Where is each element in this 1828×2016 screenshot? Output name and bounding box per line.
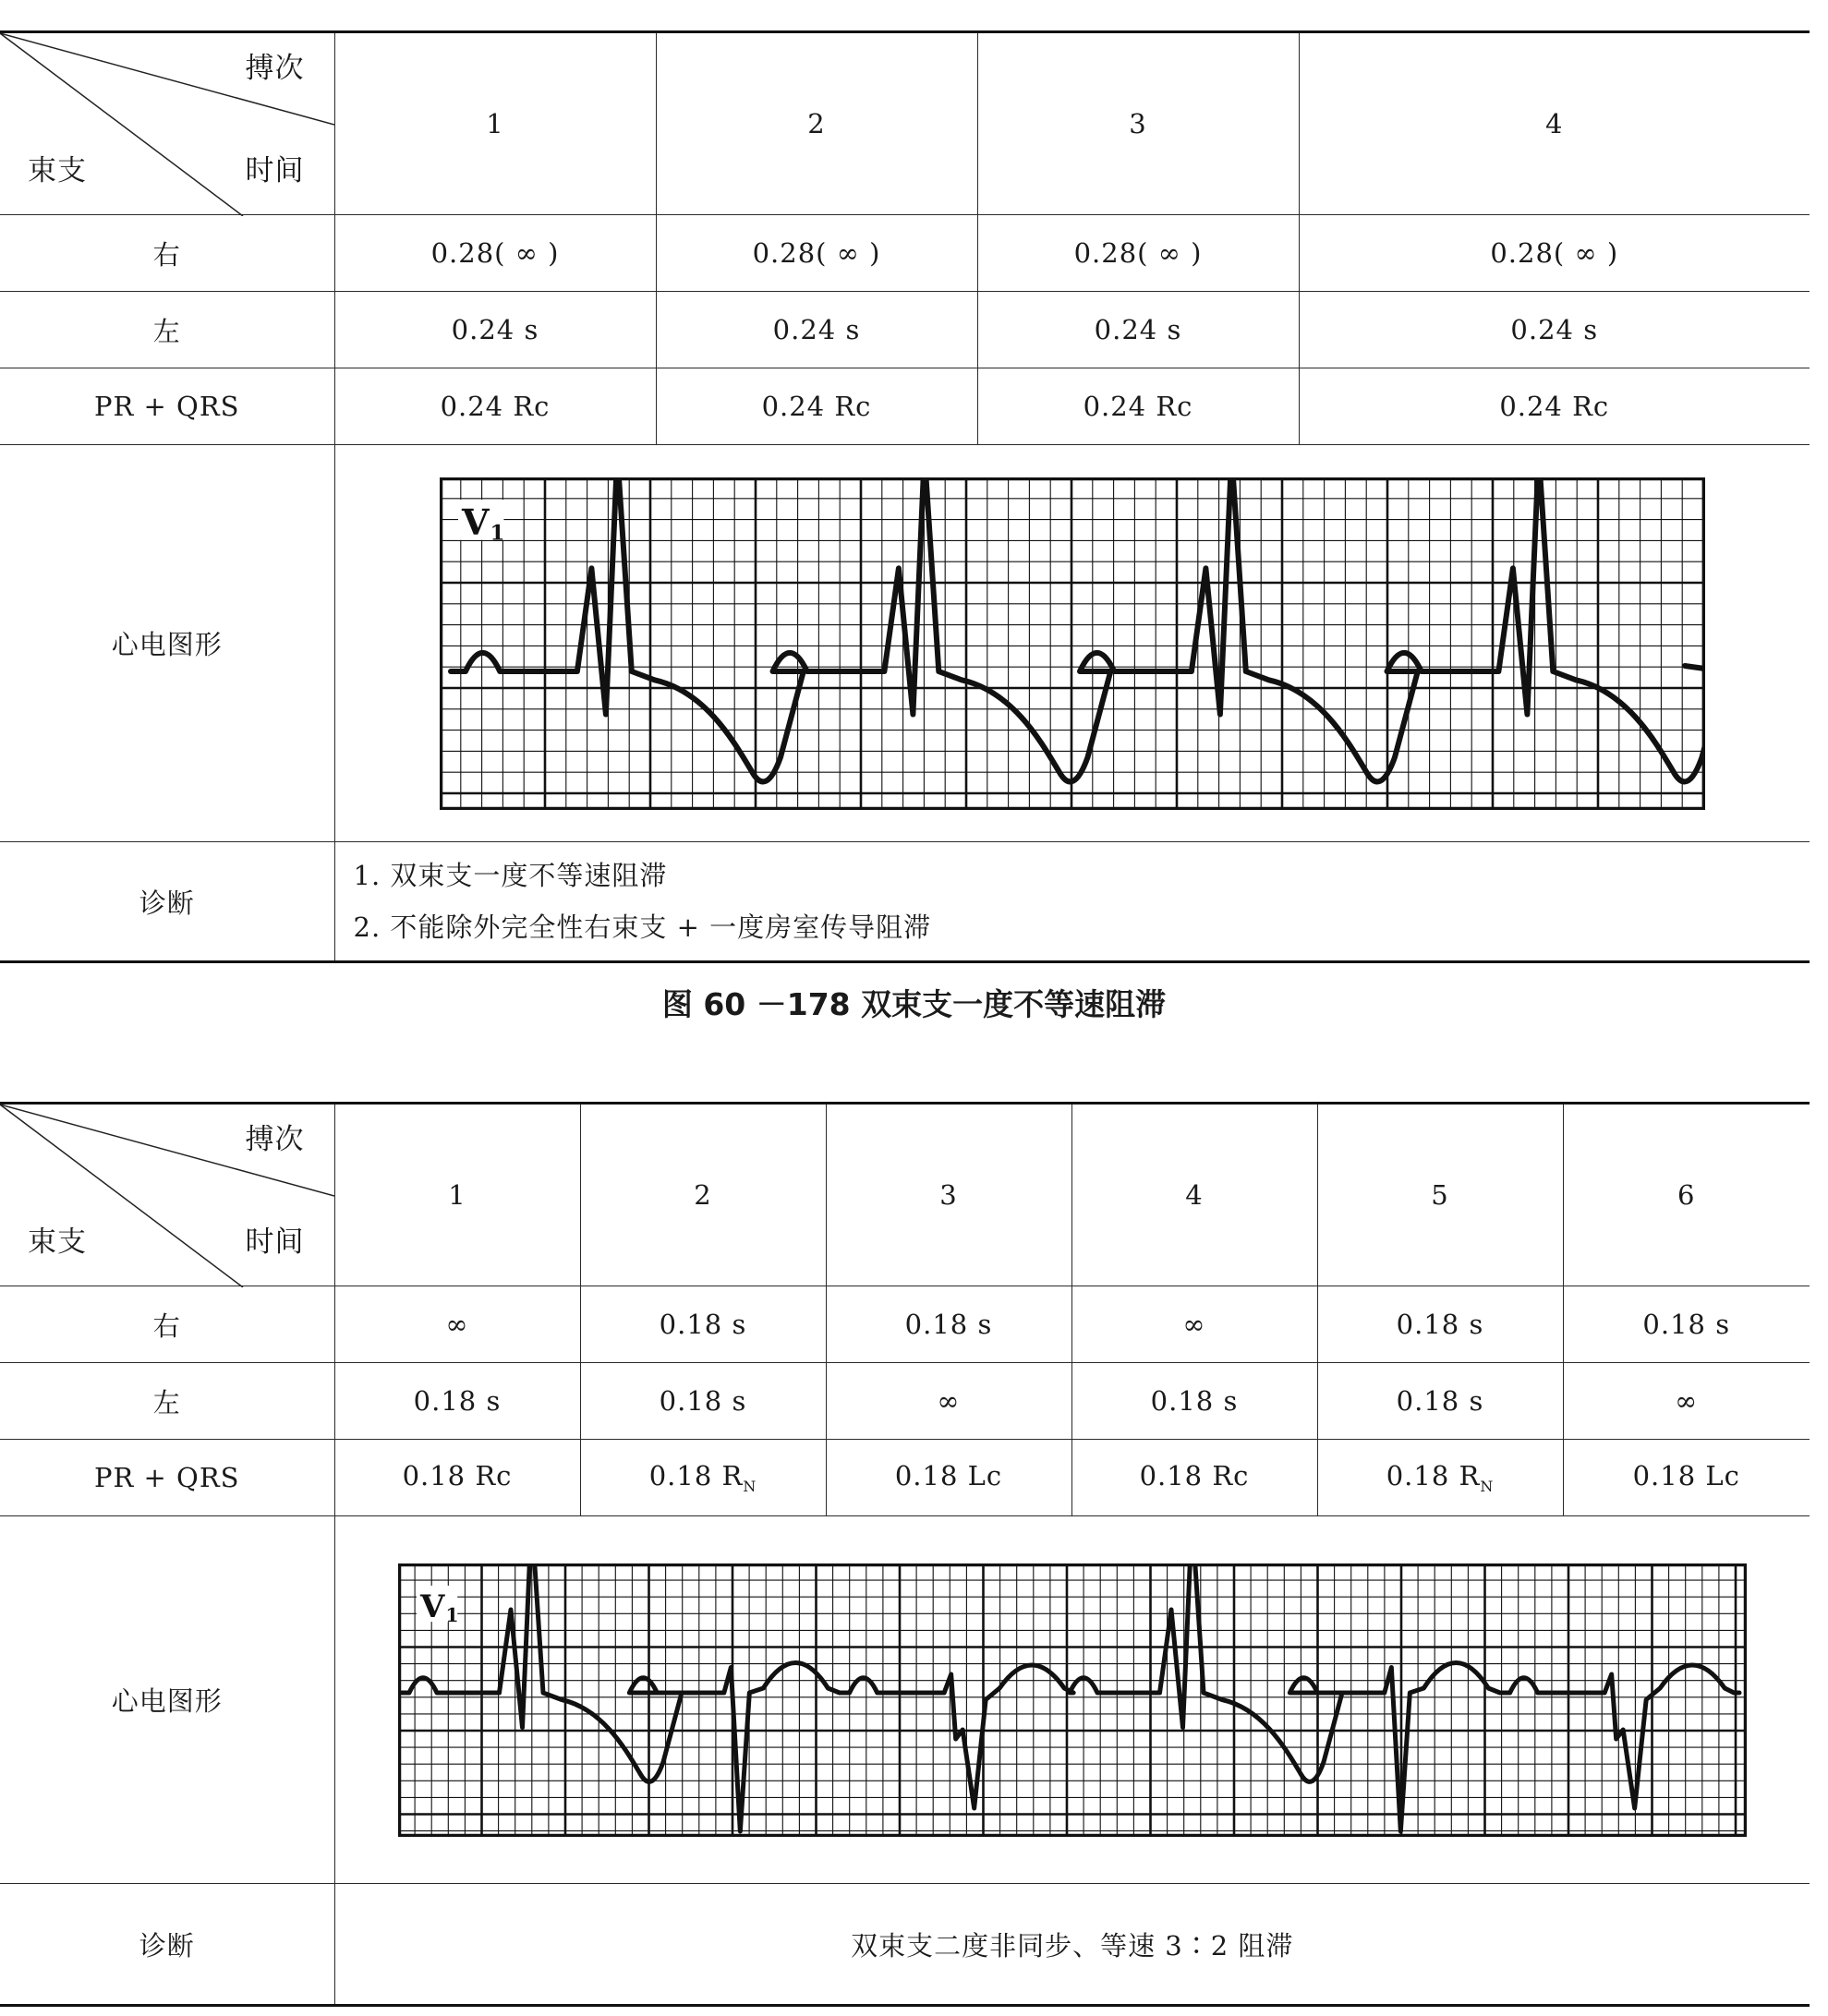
row-label: 右 <box>0 215 334 292</box>
cell-main: 0.18 Rc <box>402 1460 513 1492</box>
cell: ∞ <box>1071 1286 1317 1363</box>
row-label: 诊断 <box>0 842 334 962</box>
cell <box>1317 1440 1563 1516</box>
cell: ∞ <box>334 1286 580 1363</box>
cell-main: 0.18 Lc <box>894 1460 1003 1492</box>
ecg-strip-2 <box>398 1563 1747 1837</box>
cell: 0.18 s <box>1317 1363 1563 1440</box>
row-ecg <box>0 445 1810 842</box>
header-row <box>0 1104 1810 1286</box>
ecg-strip-1 <box>440 477 1705 810</box>
cell <box>580 1440 826 1516</box>
cell-subscript: N <box>1480 1477 1495 1495</box>
row-left <box>0 292 1810 368</box>
cell: 0.18 s <box>580 1286 826 1363</box>
row-ecg <box>0 1516 1810 1884</box>
row-label: PR + QRS <box>0 368 334 445</box>
row-pr-qrs <box>0 368 1810 445</box>
beat-header: 2 <box>656 32 977 215</box>
cell: 0.28( ∞ ) <box>334 215 656 292</box>
cell <box>334 1440 580 1516</box>
svg-text:V1: V1 <box>461 501 506 546</box>
row-right <box>0 1286 1810 1363</box>
cell: 0.18 s <box>1071 1363 1317 1440</box>
row-label: 左 <box>0 292 334 368</box>
beat-header: 2 <box>580 1104 826 1286</box>
ecg-waveform-2 <box>398 1563 1747 1837</box>
table-2 <box>0 1102 1810 2007</box>
cell: 0.24 s <box>656 292 977 368</box>
row-label: 左 <box>0 1363 334 1440</box>
cell-main: 0.18 Rc <box>1139 1460 1250 1492</box>
cell-subscript: N <box>743 1477 757 1495</box>
beat-header: 3 <box>977 32 1299 215</box>
corner-beat-label: 搏次 <box>245 52 305 85</box>
corner-branch-label: 束支 <box>28 154 87 187</box>
cell: 0.18 s <box>1563 1286 1810 1363</box>
ecg-cell <box>334 445 1810 842</box>
cell: 0.28( ∞ ) <box>656 215 977 292</box>
cell-main: 0.18 R <box>648 1460 744 1492</box>
cell: 0.18 s <box>826 1286 1071 1363</box>
beat-header: 6 <box>1563 1104 1810 1286</box>
cell: 0.18 s <box>580 1363 826 1440</box>
beat-header: 5 <box>1317 1104 1563 1286</box>
row-left <box>0 1363 1810 1440</box>
corner-cell <box>0 1104 334 1286</box>
diagnosis-line: 1. 双束支一度不等速阻滞 <box>353 860 668 891</box>
diagnosis-cell <box>334 842 1810 962</box>
corner-time-label: 时间 <box>245 154 305 187</box>
lead-label <box>458 500 505 546</box>
cell: 0.24 Rc <box>656 368 977 445</box>
cell: 0.24 Rc <box>1299 368 1810 445</box>
cell: 0.24 s <box>334 292 656 368</box>
beat-header: 3 <box>826 1104 1071 1286</box>
beat-header: 1 <box>334 32 656 215</box>
corner-cell <box>0 32 334 215</box>
cell: ∞ <box>1563 1363 1810 1440</box>
ecg-waveform-1 <box>440 477 1705 810</box>
ecg-cell <box>334 1516 1810 1884</box>
cell: 0.28( ∞ ) <box>977 215 1299 292</box>
corner-beat-label: 搏次 <box>245 1123 305 1156</box>
cell <box>826 1440 1071 1516</box>
lead-label <box>417 1586 460 1626</box>
row-label: 右 <box>0 1286 334 1363</box>
cell: 0.24 Rc <box>977 368 1299 445</box>
row-diagnosis <box>0 1884 1810 2006</box>
row-label: 心电图形 <box>0 1516 334 1884</box>
beat-header: 1 <box>334 1104 580 1286</box>
row-label: PR + QRS <box>0 1440 334 1516</box>
cell: 0.24 Rc <box>334 368 656 445</box>
ecg-grid <box>398 1563 1747 1837</box>
figure-caption: 图 60 －178 双束支一度不等速阻滞 <box>661 986 1167 1022</box>
cell <box>1563 1440 1810 1516</box>
cell: 0.18 s <box>1317 1286 1563 1363</box>
beat-header: 4 <box>1299 32 1810 215</box>
header-row <box>0 32 1810 215</box>
cell-main: 0.18 Lc <box>1632 1460 1740 1492</box>
row-pr-qrs <box>0 1440 1810 1516</box>
ecg-trace <box>451 477 1705 781</box>
table-1 <box>0 30 1810 963</box>
diagnosis-line: 2. 不能除外完全性右束支 + 一度房室传导阻滞 <box>353 911 932 943</box>
row-label: 诊断 <box>0 1884 334 2006</box>
cell: 0.24 s <box>1299 292 1810 368</box>
cell: 0.18 s <box>334 1363 580 1440</box>
corner-branch-label: 束支 <box>28 1225 87 1259</box>
cell: 0.24 s <box>977 292 1299 368</box>
row-label: 心电图形 <box>0 445 334 842</box>
beat-header: 4 <box>1071 1104 1317 1286</box>
diagnosis-cell: 双束支二度非同步、等速 3∶2 阻滞 <box>334 1884 1810 2006</box>
row-diagnosis <box>0 842 1810 962</box>
svg-text:V1: V1 <box>419 1587 460 1626</box>
row-right <box>0 215 1810 292</box>
cell <box>1071 1440 1317 1516</box>
cell-main: 0.18 R <box>1386 1460 1481 1492</box>
corner-time-label: 时间 <box>245 1225 305 1259</box>
cell: 0.28( ∞ ) <box>1299 215 1810 292</box>
cell: ∞ <box>826 1363 1071 1440</box>
